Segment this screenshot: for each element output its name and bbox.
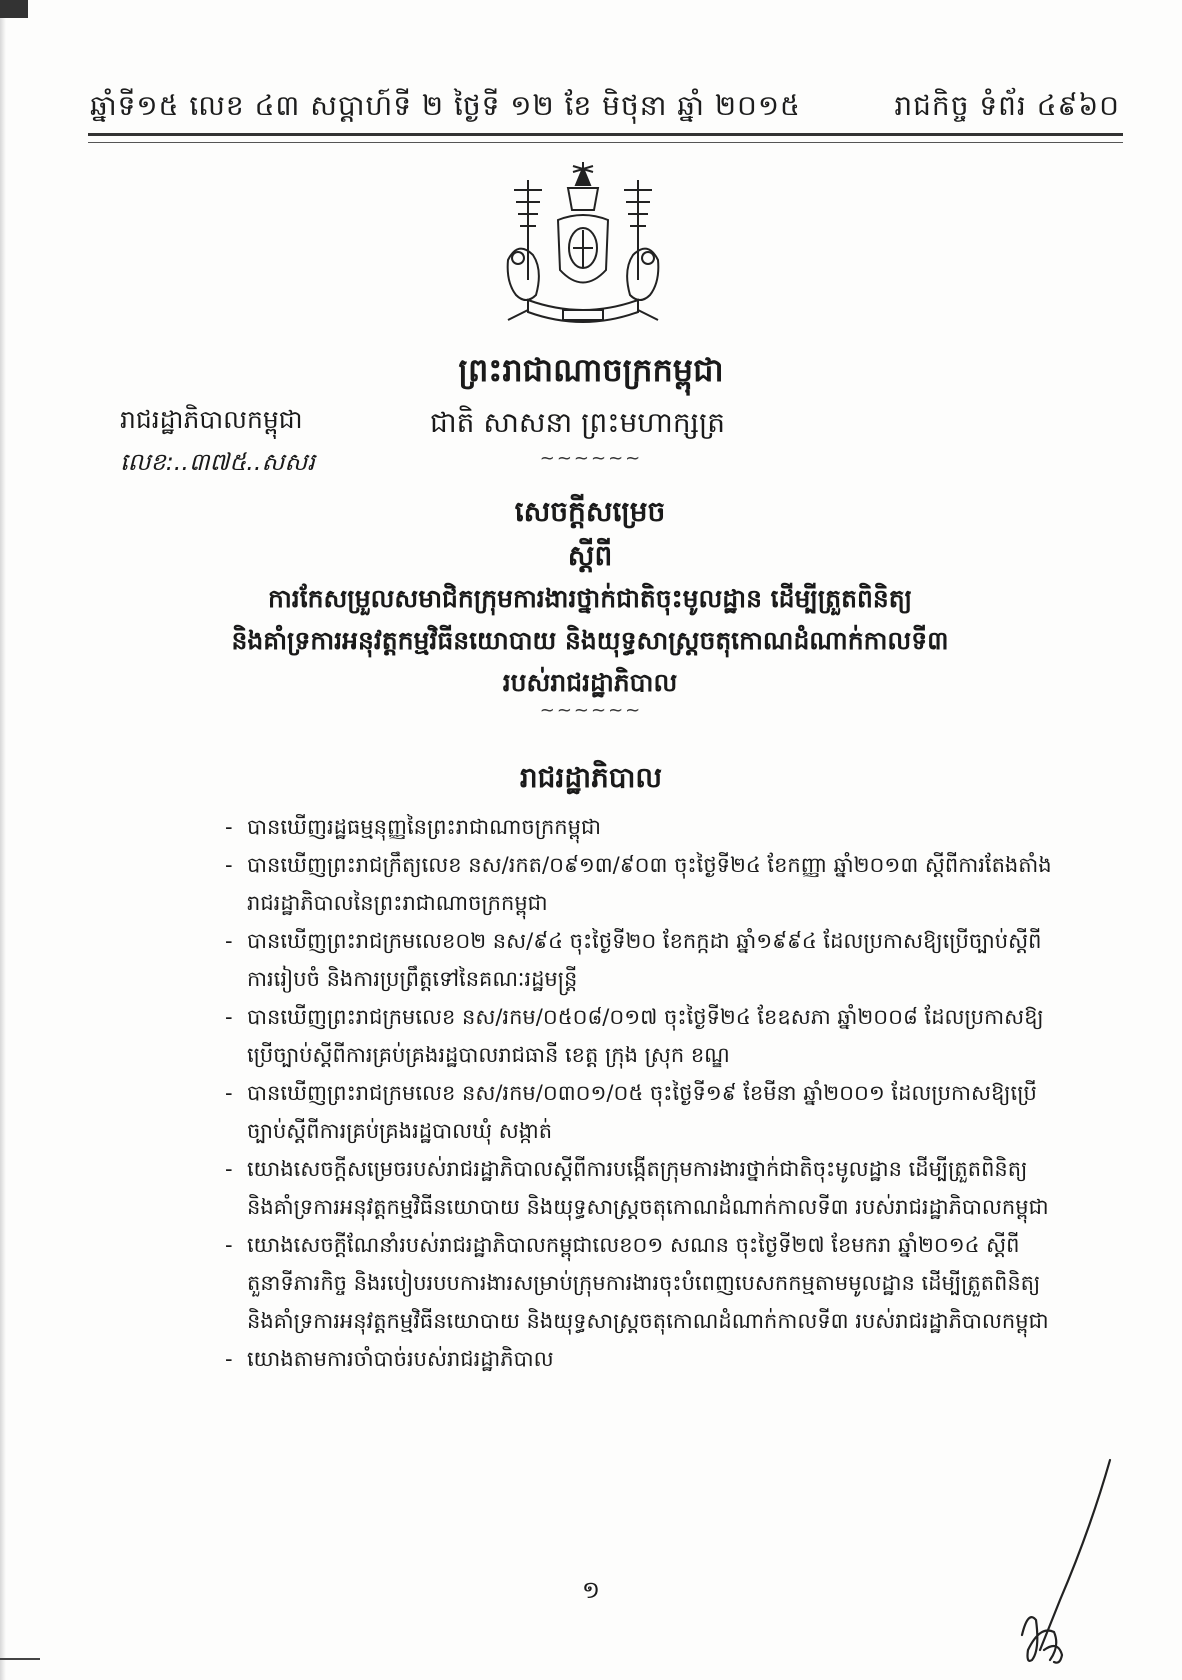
decision-title-block	[150, 490, 1030, 704]
preamble-list	[225, 808, 1055, 1378]
page-number: ១	[581, 1576, 601, 1604]
ornament-divider: ~~~~~~	[539, 448, 643, 469]
signature-icon	[1010, 1450, 1130, 1670]
gazette-issue-info: ឆ្នាំទី១៥ លេខ ៤៣ សប្តាហ៍ទី ២ ថ្ងៃទី ១២ ខែ មិថុនា ឆ្នាំ ២០១៥	[90, 89, 801, 122]
subject-line-2: និងគាំទ្រការអនុវត្តកម្មវិធីនយោបាយ និងយុទ្ធសាស្ត្រចតុកោណដំណាក់កាលទី៣	[231, 626, 949, 655]
preamble-item: - បានឃើញព្រះរាជក្រមលេខ នស/រកម/០៣០១/០៥ ចុះថ្ងៃទី១៩ ខែមីនា ឆ្នាំ២០០១ ដែលប្រកាសឱ្យប្រើច្បាប់ស្តីពីការគ្រប់គ្រងរដ្ឋបាលឃុំ សង្កាត់	[225, 1074, 1055, 1150]
preamble-item: - យោងសេចក្តីណែនាំរបស់រាជរដ្ឋាភិបាលកម្ពុជាលេខ០១ សណន ចុះថ្ងៃទី២៧ ខែមករា ឆ្នាំ២០១៤ ស្តីពីតួនាទីភារកិច្ច និងរបៀបរបបការងារសម្រាប់ក្រុមការងារចុះបំពេញបេសកកម្មតាមមូលដ្ឋាន ដើម្បីត្រួតពិនិត្យ និងគាំទ្រការអនុវត្តកម្មវិធីនយោបាយ និងយុទ្ធសាស្ត្រចតុកោណដំណាក់កាលទី៣ របស់រាជរដ្ឋាភិបាលកម្ពុជា	[225, 1226, 1055, 1340]
government-name: រាជរដ្ឋាភិបាលកម្ពុជា	[120, 405, 303, 434]
document-number: លេខ:..៣៧៥..សសរ	[120, 448, 315, 476]
ornament-divider: ~~~~~~	[539, 700, 643, 721]
preamble-item: - យោងតាមការចាំបាច់របស់រាជរដ្ឋាភិបាល	[225, 1340, 1055, 1378]
gazette-header	[90, 88, 1120, 129]
scan-corner-mark	[0, 0, 28, 18]
gazette-page-ref: រាជកិច្ច ទំព័រ ៤៩៦០	[894, 89, 1120, 122]
subject-line-3: របស់រាជរដ្ឋាភិបាល	[502, 668, 678, 697]
about-label: ស្តីពី	[567, 539, 613, 572]
preamble-item: - បានឃើញព្រះរាជក្រមលេខ នស/រកម/០៥០៨/០១៧ ចុះថ្ងៃទី២៤ ខែឧសភា ឆ្នាំ២០០៨ ដែលប្រកាសឱ្យប្រើច្បាប់ស្តីពីការគ្រប់គ្រងរដ្ឋបាលរាជធានី ខេត្ត ក្រុង ស្រុក ខណ្ឌ	[225, 998, 1055, 1074]
decision-label: សេចក្តីសម្រេច	[514, 495, 666, 528]
bottom-rule	[0, 1658, 40, 1660]
national-motto: ជាតិ សាសនា ព្រះមហាក្សត្រ	[430, 406, 726, 439]
scan-edge	[0, 0, 6, 1680]
subject-line-1: ការកែសម្រួលសមាជិកក្រុមការងារថ្នាក់ជាតិចុះមូលដ្ឋាន ដើម្បីត្រួតពិនិត្យ	[267, 584, 913, 613]
preamble-item: - បានឃើញព្រះរាជក្រមលេខ០២ នស/៩៤ ចុះថ្ងៃទី២០ ខែកក្កដា ឆ្នាំ១៩៩៤ ដែលប្រកាសឱ្យប្រើច្បាប់ស្តីពីការរៀបចំ និងការប្រព្រឹត្តទៅនៃគណៈរដ្ឋមន្ត្រី	[225, 922, 1055, 998]
royal-emblem-icon	[488, 160, 678, 345]
kingdom-name: ព្រះរាជាណាចក្រកម្ពុជា	[458, 351, 724, 389]
preamble-item: - បានឃើញព្រះរាជក្រឹត្យលេខ នស/រកត/០៩១៣/៩០៣ ចុះថ្ងៃទី២៤ ខែកញ្ញា ឆ្នាំ២០១៣ ស្តីពីការតែងតាំងរាជរដ្ឋាភិបាលនៃព្រះរាជាណាចក្រកម្ពុជា	[225, 846, 1055, 922]
preamble-item: - យោងសេចក្តីសម្រេចរបស់រាជរដ្ឋាភិបាលស្តីពីការបង្កើតក្រុមការងារថ្នាក់ជាតិចុះមូលដ្ឋាន ដើម្បីត្រួតពិនិត្យ និងគាំទ្រការអនុវត្តកម្មវិធីនយោបាយ និងយុទ្ធសាស្ត្រចតុកោណដំណាក់កាលទី៣ របស់រាជរដ្ឋាភិបាលកម្ពុជា	[225, 1150, 1055, 1226]
government-heading: រាជរដ្ឋាភិបាល	[519, 761, 663, 794]
preamble-item: - បានឃើញរដ្ឋធម្មនុញ្ញនៃព្រះរាជាណាចក្រកម្ពុជា	[225, 808, 1055, 846]
header-rule	[88, 133, 1123, 143]
